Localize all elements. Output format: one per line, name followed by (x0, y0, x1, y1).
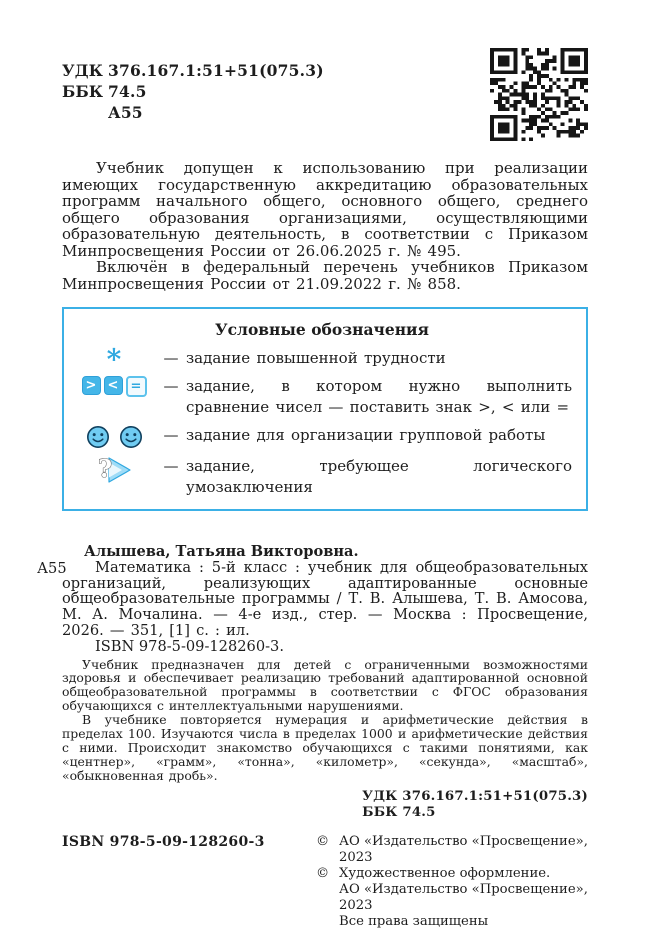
group-work-smileys-icon (86, 425, 143, 449)
copyright-symbol (316, 914, 339, 930)
legend-text: задание повышенной трудности (186, 349, 446, 367)
copyright-text: АО «Издательство «Просвещение», 2023 (339, 881, 588, 913)
legend-row-difficulty (72, 343, 572, 376)
udk-label: УДК (62, 61, 104, 80)
legend-dash: — (163, 457, 179, 475)
greater-sign-icon: > (82, 376, 101, 395)
admission-paragraph-1: Учебник допущен к использованию при реализации имеющих государственную аккредитацию образовательных программ начального общего, основного общего, среднего общего образования организациями, осуществляющими образовательную деятельность, в соответствии с Приказом Минпросвещения России от 26.06.2025 г. № 495. (62, 159, 588, 260)
bottom-bbk: ББК 74.5 (362, 804, 436, 820)
bbk-value: 74.5 (108, 82, 147, 101)
legend-icon-col (72, 456, 156, 484)
bibliographic-record (37, 543, 588, 655)
compare-signs-icon (82, 376, 147, 397)
legend-text: задание для организации групповой работы (186, 426, 546, 444)
bib-author: Алышева, Татьяна Викторовна. (84, 543, 359, 560)
copyright-row (316, 914, 588, 930)
copyright-text: Художественное оформление. (339, 865, 551, 881)
question-arrow-icon (96, 456, 132, 484)
legend-row-logic (72, 456, 572, 498)
bottom-udk: УДК 376.167.1:51+51(075.3) (362, 788, 588, 804)
copyright-row (316, 866, 588, 882)
legend-row-group-work (72, 425, 572, 449)
copyright-text: АО «Издательство «Просвещение», 2023 (339, 833, 588, 865)
bottom-codes-block (362, 789, 588, 821)
udk-value: 376.167.1:51+51(075.3) (108, 61, 324, 80)
bib-entry: Математика : 5-й класс : учебник для общеобразовательных организаций, реализующих адаптированные основные общеобразовательные программы / Т. В. Алышева, Т. В. Амосова, М. А. Мочалина. — 4-е изд., стер. — Москва : Просвещение, 2026. — 351, [1] с. : ил. (62, 558, 588, 639)
annotation-paragraph-1: Учебник предназначен для детей с ограниченными возможностями здоровья и обеспечивает реализацию требований адаптированной основной общеобразовательной программы в соответствии с ФГОС образования обучающихся с интеллектуальными нарушениями. (62, 656, 588, 714)
asterisk-icon: * (106, 343, 122, 376)
legend-dash: — (163, 349, 179, 367)
annotation-text (62, 658, 588, 783)
copyright-block (316, 834, 588, 930)
legend-dash: — (163, 377, 179, 395)
legend-text: задание, требующее логического умозаключения (186, 457, 572, 496)
author-sign: А55 (108, 103, 143, 122)
smiley-icon (119, 425, 143, 449)
equals-sign-icon: = (126, 376, 147, 397)
smiley-icon (86, 425, 110, 449)
copyright-symbol: © (316, 865, 330, 881)
footer-isbn: ISBN 978-5-09-128260-3 (62, 833, 265, 850)
footer-section (62, 834, 588, 930)
legend-icon-col (72, 376, 156, 397)
top-section (62, 46, 588, 141)
copyright-text: Все права защищены (339, 913, 489, 929)
copyright-row (316, 882, 588, 914)
author-sign-spacer (62, 102, 108, 123)
qr-code (490, 48, 588, 141)
less-sign-icon: < (104, 376, 123, 395)
copyright-symbol (316, 882, 339, 914)
top-codes-block (62, 60, 324, 123)
author-sign-margin: А55 (37, 560, 67, 577)
legend-dash: — (163, 426, 179, 444)
bib-isbn: ISBN 978-5-09-128260-3. (95, 637, 284, 655)
legend-text: задание, в котором нужно выполнить сравнение чисел — поставить знак >, < или = (186, 377, 572, 416)
question-glyph: ? (98, 454, 113, 483)
admission-paragraph-2: Включён в федеральный перечень учебников Приказом Минпросвещения России от 21.09.2022 г. № 858. (62, 258, 588, 293)
legend-row-comparison (72, 376, 572, 418)
legend-title: Условные обозначения (215, 320, 429, 339)
legend-box (62, 307, 588, 511)
admission-text (62, 160, 588, 292)
copyright-symbol: © (316, 833, 330, 849)
legend-icon-col (72, 425, 156, 449)
legend-icon-col (72, 343, 156, 376)
bbk-label: ББК (62, 82, 104, 101)
copyright-row (316, 834, 588, 866)
annotation-paragraph-2: В учебнике повторяется нумерация и арифметические действия в пределах 100. Изучаются числа в пределах 1000 и арифметические действия с ними. Происходит знакомство обучающихся с такими понятиями, как «центнер», «грамм», «тонна», «километр», «секунда», «масштаб», «обыкновенная дробь». (62, 712, 588, 783)
